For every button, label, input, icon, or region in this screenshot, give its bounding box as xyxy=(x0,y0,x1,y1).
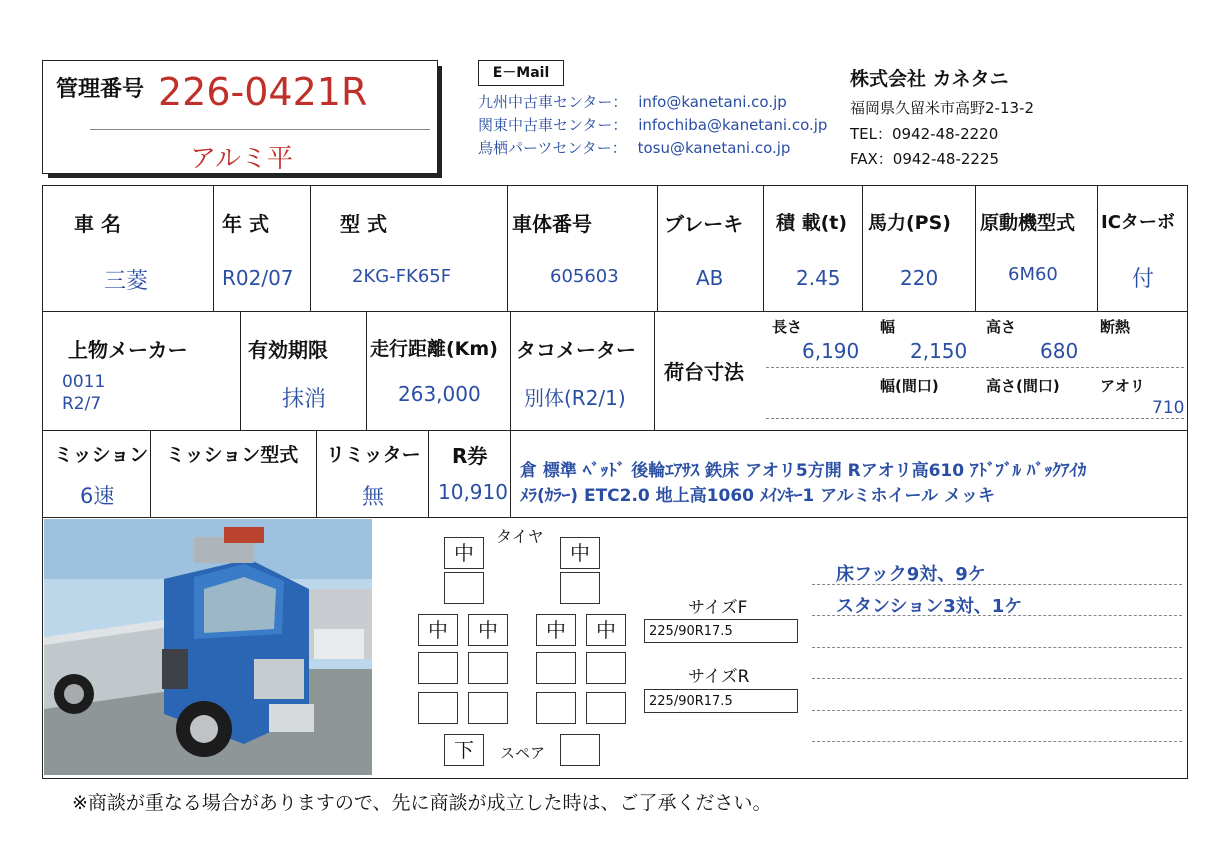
tire-rear-empty xyxy=(586,652,626,684)
year-label: 年 式 xyxy=(222,212,269,236)
company-name: 株式会社 カネタニ xyxy=(850,68,1009,90)
note-dash-line xyxy=(812,741,1182,742)
col-divider xyxy=(507,186,508,311)
row-divider xyxy=(42,311,1188,312)
note-dash-line xyxy=(812,710,1182,711)
col-divider xyxy=(975,186,976,311)
length-label: 長さ xyxy=(772,318,803,336)
tire-rear-empty xyxy=(468,652,508,684)
size-f-value: 225/90R17.5 xyxy=(644,619,798,643)
company-fax: FAX：0942-48-2225 xyxy=(850,150,1000,168)
bodymaker-label: 上物メーカー xyxy=(68,338,188,362)
length-value: 6,190 xyxy=(802,339,860,363)
col-divider xyxy=(510,312,511,430)
tire-rear-3: 中 xyxy=(536,614,576,646)
chassis-label: 車体番号 xyxy=(512,212,592,236)
email-center-name: 鳥栖パーツセンター： xyxy=(478,139,627,157)
truck-illustration xyxy=(44,519,372,775)
tire-rear-empty xyxy=(536,692,576,724)
tire-front-left: 中 xyxy=(444,537,484,569)
mgmt-number: 226-0421R xyxy=(158,70,368,114)
brake-label: ブレーキ xyxy=(664,212,744,236)
col-divider xyxy=(213,186,214,311)
body-type: アルミ平 xyxy=(190,144,293,174)
tire-rear-empty xyxy=(536,652,576,684)
bodymaker-value-2: R2/7 xyxy=(62,394,102,414)
equipment-line-1: 倉 標準 ﾍﾞｯﾄﾞ 後輪ｴｱｻｽ 鉄床 アオリ5方開 Rアオリ高610 ｱﾄﾞﾌﾞﾙ ﾊﾞｯｸｱｲｶ xyxy=(520,461,1087,481)
tire-rear-empty xyxy=(468,692,508,724)
col-divider xyxy=(150,431,151,517)
dim-dash-line xyxy=(766,418,1184,419)
col-divider xyxy=(654,312,655,430)
turbo-label: ICターボ xyxy=(1101,212,1175,233)
insulation-label: 断熱 xyxy=(1100,318,1131,336)
equipment-line-2: ﾒﾗ(ｶﾗｰ) ETC2.0 地上高1060 ﾒｲﾝｷｰ1 アルミホイール メッキ xyxy=(520,486,996,506)
gate-value: 710 xyxy=(1152,398,1185,418)
brake-value: AB xyxy=(696,266,724,290)
load-value: 2.45 xyxy=(796,266,841,290)
bodymaker-value-1: 0011 xyxy=(62,372,106,392)
mission-type-label: ミッション型式 xyxy=(166,444,299,466)
size-f-label: サイズF xyxy=(688,598,748,618)
company-address: 福岡県久留米市高野2-13-2 xyxy=(850,99,1034,117)
row-divider xyxy=(42,430,1188,431)
col-divider xyxy=(240,312,241,430)
tire-label: タイヤ xyxy=(496,527,544,546)
mgmt-divider xyxy=(90,129,430,130)
width-inner-label: 幅(間口) xyxy=(880,377,939,395)
spare-label: スペア xyxy=(500,744,546,762)
expiry-label: 有効期限 xyxy=(248,338,328,362)
tire-rear-2: 中 xyxy=(468,614,508,646)
dim-dash-line xyxy=(766,367,1184,368)
col-divider xyxy=(316,431,317,517)
r-ticket-value: 10,910 xyxy=(438,480,508,504)
email-row-tosu xyxy=(478,137,790,158)
chassis-value: 605603 xyxy=(550,266,619,287)
note-dash-line xyxy=(812,615,1182,616)
tire-rear-empty xyxy=(418,692,458,724)
email-row-kanto xyxy=(478,114,827,135)
tire-rear-empty xyxy=(418,652,458,684)
email-center-name: 関東中古車センター： xyxy=(478,116,628,134)
maker-value: 三菱 xyxy=(104,269,149,294)
gate-label: アオリ xyxy=(1100,377,1145,395)
model-value: 2KG-FK65F xyxy=(352,266,452,287)
email-address[interactable]: info@kanetani.co.jp xyxy=(638,93,787,111)
note-line-2: スタンション3対、1ケ xyxy=(836,596,1023,617)
engine-value: 6M60 xyxy=(1008,264,1058,285)
hp-value: 220 xyxy=(900,266,939,290)
height-inner-label: 高さ(間口) xyxy=(986,377,1060,395)
width-value: 2,150 xyxy=(910,339,968,363)
size-r-label: サイズR xyxy=(688,667,750,687)
tire-spare: 下 xyxy=(444,734,484,766)
mgmt-label: 管理番号 xyxy=(56,77,145,102)
footer-note: ※商談が重なる場合がありますので、先に商談が成立した時は、ご了承ください。 xyxy=(72,792,772,814)
tire-rear-empty xyxy=(586,692,626,724)
note-line-1: 床フック9対、9ケ xyxy=(836,564,986,585)
tacho-value: 別体(R2/1) xyxy=(524,386,626,410)
email-tag: E－Mail xyxy=(478,60,564,86)
year-value: R02/07 xyxy=(222,266,294,290)
mission-value: 6速 xyxy=(80,484,115,508)
size-r-value: 225/90R17.5 xyxy=(644,689,798,713)
company-tel: TEL：0942-48-2220 xyxy=(850,125,999,143)
mileage-value: 263,000 xyxy=(398,382,481,406)
note-dash-line xyxy=(812,647,1182,648)
col-divider xyxy=(657,186,658,311)
width-label: 幅 xyxy=(880,318,896,336)
maker-label: 車 名 xyxy=(74,212,121,236)
tire-front-right-inner xyxy=(560,572,600,604)
model-label: 型 式 xyxy=(340,212,387,236)
height-value: 680 xyxy=(1040,339,1079,363)
email-row-kyushu xyxy=(478,91,787,112)
expiry-value: 抹消 xyxy=(282,387,327,412)
col-divider xyxy=(510,431,511,517)
limiter-value: 無 xyxy=(362,485,385,510)
mileage-label: 走行距離(Km) xyxy=(370,338,498,360)
r-ticket-label: R券 xyxy=(452,444,488,468)
tacho-label: タコメーター xyxy=(516,338,636,362)
note-dash-line xyxy=(812,584,1182,585)
note-dash-line xyxy=(812,678,1182,679)
email-center-name: 九州中古車センター： xyxy=(478,93,628,111)
truck-photo xyxy=(44,519,372,775)
tire-front-left-inner xyxy=(444,572,484,604)
mission-label: ミッション xyxy=(54,444,149,466)
height-label: 高さ xyxy=(986,318,1017,336)
col-divider xyxy=(428,431,429,517)
engine-label: 原動機型式 xyxy=(980,212,1076,234)
col-divider xyxy=(310,186,311,311)
tire-rear-4: 中 xyxy=(586,614,626,646)
cargo-dims-label: 荷台寸法 xyxy=(664,360,744,384)
email-address[interactable]: tosu@kanetani.co.jp xyxy=(637,139,791,157)
tire-front-right: 中 xyxy=(560,537,600,569)
email-address[interactable]: infochiba@kanetani.co.jp xyxy=(638,116,828,134)
col-divider xyxy=(862,186,863,311)
row-divider xyxy=(42,517,1188,518)
col-divider xyxy=(366,312,367,430)
limiter-label: リミッター xyxy=(326,444,421,466)
col-divider xyxy=(1097,186,1098,311)
turbo-value: 付 xyxy=(1132,267,1155,292)
hp-label: 馬力(PS) xyxy=(868,212,951,234)
tire-spare-2 xyxy=(560,734,600,766)
load-label: 積 載(t) xyxy=(776,212,848,234)
col-divider xyxy=(763,186,764,311)
tire-rear-1: 中 xyxy=(418,614,458,646)
